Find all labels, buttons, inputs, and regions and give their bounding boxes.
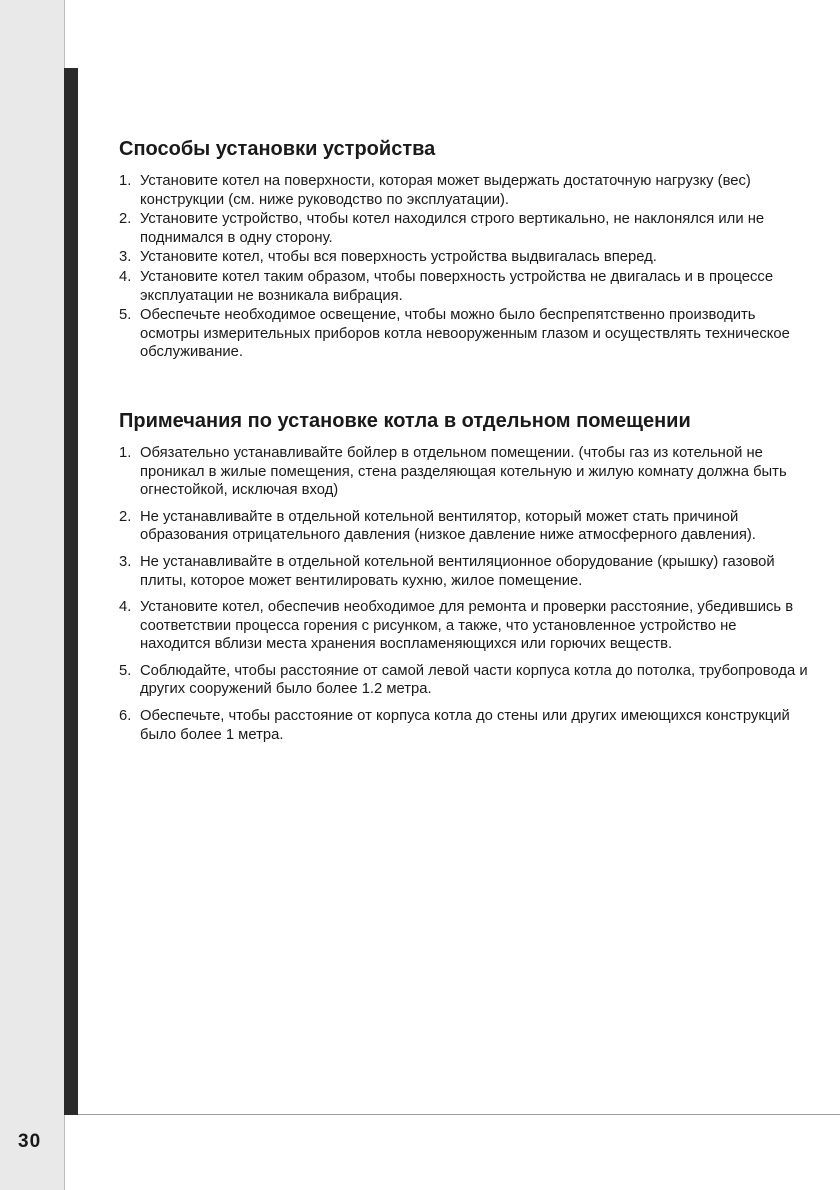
page-content [119, 136, 809, 752]
list-item-number: 1. [119, 173, 132, 189]
list-item-number: 4. [119, 268, 132, 285]
list-item [119, 598, 809, 654]
list-item-text: Установите устройство, чтобы котел находился строго вертикально, не наклонялся или не поднимался в одну сторону. [140, 211, 765, 246]
page-edge-bar [64, 68, 78, 1115]
list-item [119, 268, 809, 305]
list-item [119, 306, 809, 362]
separate-room-notes-list [119, 444, 809, 744]
list-item-text: Не устанавливайте в отдельной котельной вентиляционное оборудование (крышку) газовой плиты, которое может вентилировать кухню, жилое помещение. [140, 553, 775, 589]
list-item [119, 707, 809, 744]
list-item-number: 1. [119, 444, 132, 461]
list-item [119, 553, 809, 590]
left-margin-band [0, 0, 65, 1190]
list-item-text: Соблюдайте, чтобы расстояние от самой левой части корпуса котла до потолка, трубопровода и других сооружений было более 1.2 метра. [140, 662, 808, 698]
list-item-text: Обязательно устанавливайте бойлер в отдельном помещении. (чтобы газ из котельной не проникал в жилые помещения, стена разделяющая котельную и жилую комнату должна быть огнестойкой, исключая вход) [140, 444, 787, 499]
list-item [119, 508, 809, 545]
list-item-number: 5. [119, 662, 132, 679]
list-item [119, 662, 809, 699]
list-item-text: Установите котел, обеспечив необходимое для ремонта и проверки расстояние, убедившись в соответствии процесса горения с рисунком, а также, что установленное устройство не находится вблизи места хранения воспламеняющихся или горючих веществ. [140, 599, 794, 653]
list-item-number: 2. [119, 211, 132, 228]
list-item-number: 6. [119, 708, 132, 725]
list-item-text: Установите котел на поверхности, которая может выдержать достаточную нагрузку (вес) конструкции (см. ниже руководство по эксплуатации). [140, 173, 751, 208]
list-item-text: Не устанавливайте в отдельной котельной вентилятор, который может стать причиной образования отрицательного давления (низкое давление ниже атмосферного давления). [140, 508, 756, 544]
list-item-number: 4. [119, 599, 132, 616]
list-item-number: 2. [119, 508, 132, 525]
installation-methods-list [119, 172, 809, 362]
list-item [119, 444, 809, 500]
list-item [119, 172, 809, 209]
section-title-separate-room-notes: Примечания по установке котла в отдельном помещении [119, 409, 691, 432]
page-number: 30 [18, 1131, 42, 1152]
footer-rule [78, 1114, 840, 1115]
list-item-number: 3. [119, 553, 132, 570]
list-item-text: Обеспечьте необходимое освещение, чтобы можно было беспрепятственно производить осмотры измерительных приборов котла невооруженным глазом и осуществлять техническое обслуживание. [140, 307, 790, 361]
section-title-installation-methods: Способы установки устройства [119, 138, 436, 160]
list-item-number: 3. [119, 249, 132, 266]
list-item [119, 210, 809, 247]
list-item-text: Установите котел таким образом, чтобы поверхность устройства не двигалась и в процессе эксплуатации не возникала вибрация. [140, 268, 774, 304]
list-item-number: 5. [119, 307, 132, 324]
list-item-text: Обеспечьте, чтобы расстояние от корпуса котла до стены или других имеющихся конструкций было более 1 метра. [140, 708, 790, 743]
list-item [119, 248, 809, 267]
list-item-text: Установите котел, чтобы вся поверхность устройства выдвигалась вперед. [140, 249, 657, 266]
